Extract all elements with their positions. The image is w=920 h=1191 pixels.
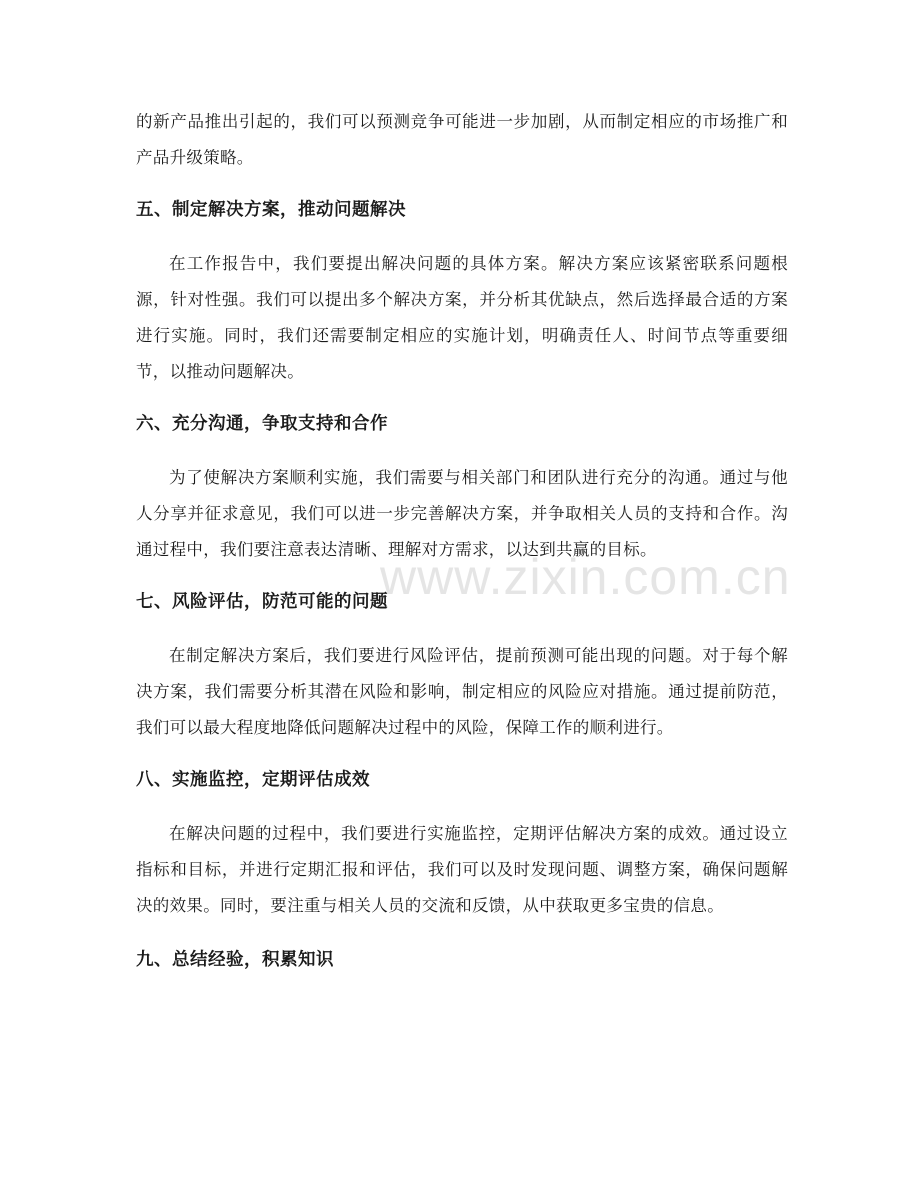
paragraph-section-5: 在工作报告中，我们要提出解决问题的具体方案。解决方案应该紧密联系问题根源，针对性强。我们可以提出多个解决方案，并分析其优缺点，然后选择最合适的方案进行实施。同时，我们还需要制定相应的实施计划，明确责任人、时间节点等重要细节，以推动问题解决。 [136, 254, 788, 381]
paragraph-section-6: 为了使解决方案顺利实施，我们需要与相关部门和团队进行充分的沟通。通过与他人分享并征求意见，我们可以进一步完善解决方案，并争取相关人员的支持和合作。沟通过程中，我们要注意表达清晰、理解对方需求，以达到共赢的目标。 [136, 468, 788, 559]
paragraph-intro: 的新产品推出引起的，我们可以预测竞争可能进一步加剧，从而制定相应的市场推广和产品升级策略。 [136, 112, 788, 167]
heading-section-7: 七、风险评估，防范可能的问题 [136, 592, 388, 612]
heading-section-5: 五、制定解决方案，推动问题解决 [136, 200, 406, 220]
heading-section-6: 六、充分沟通，争取支持和合作 [136, 414, 388, 434]
heading-section-9: 九、总结经验，积累知识 [136, 950, 334, 970]
paragraph-section-8: 在解决问题的过程中，我们要进行实施监控，定期评估解决方案的成效。通过设立指标和目标，并进行定期汇报和评估，我们可以及时发现问题、调整方案，确保问题解决的效果。同时，要注重与相关人员的交流和反馈，从中获取更多宝贵的信息。 [136, 824, 788, 915]
watermark: www.zixin.com.cn [380, 549, 791, 605]
document-body [136, 104, 788, 978]
heading-section-8: 八、实施监控，定期评估成效 [136, 770, 370, 790]
paragraph-section-7: 在制定解决方案后，我们要进行风险评估，提前预测可能出现的问题。对于每个解决方案，我们需要分析其潜在风险和影响，制定相应的风险应对措施。通过提前防范，我们可以最大程度地降低问题解决过程中的风险，保障工作的顺利进行。 [136, 646, 788, 737]
